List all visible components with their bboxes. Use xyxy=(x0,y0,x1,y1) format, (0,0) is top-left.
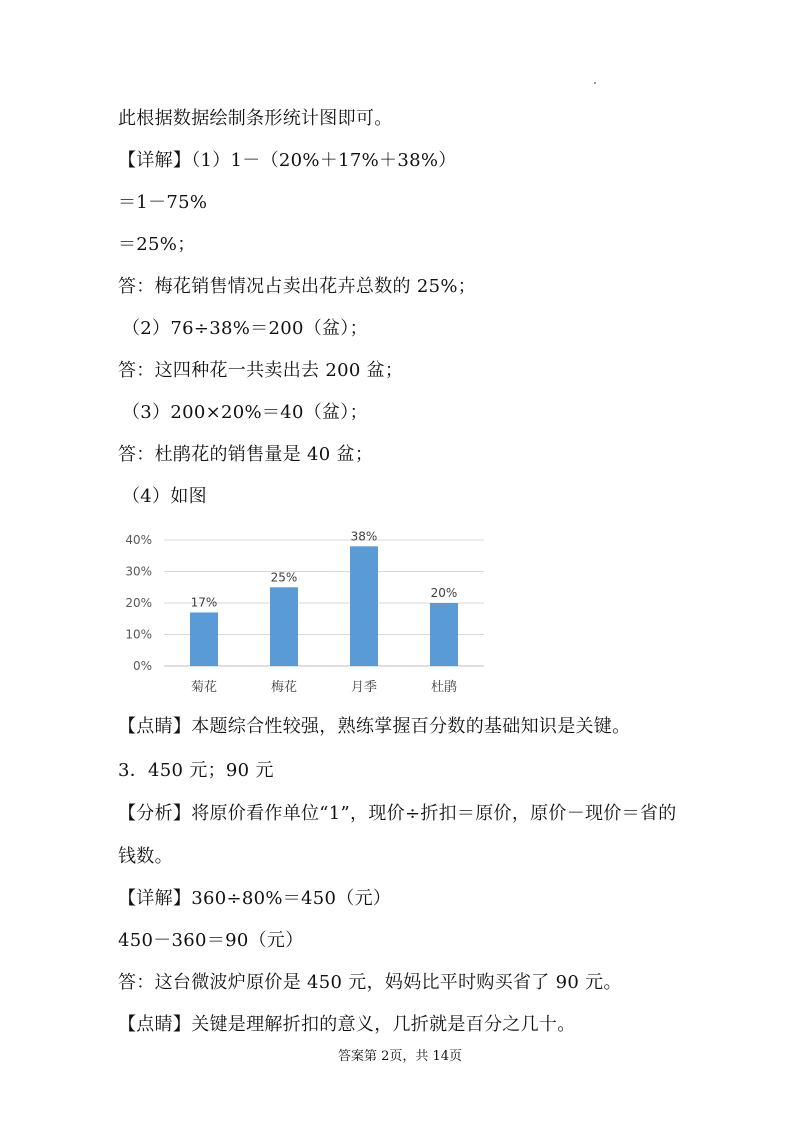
y-tick-label: 40% xyxy=(125,533,152,547)
x-tick-label: 月季 xyxy=(350,680,378,695)
text-line-16: 450－360＝90（元） xyxy=(118,930,304,951)
data-label: 25% xyxy=(270,570,298,585)
x-tick-label: 梅花 xyxy=(270,680,298,695)
bar xyxy=(350,546,378,666)
text-line-7: 答：这四种花一共卖出去 200 盆； xyxy=(118,360,404,381)
data-label: 20% xyxy=(430,586,458,600)
y-tick-label: 10% xyxy=(125,627,152,642)
text-line-14: 钱数。 xyxy=(118,846,173,867)
text-line-18: 【点睛】关键是理解折扣的意义，几折就是百分之几十。 xyxy=(118,1014,576,1035)
text-line-1: 此根据数据绘制条形统计图即可。 xyxy=(118,108,393,129)
y-tick-label: 20% xyxy=(125,596,152,610)
text-line-8: （3）200×20%＝40（盆）； xyxy=(122,402,368,423)
bar xyxy=(190,612,218,666)
bar-chart xyxy=(118,520,490,700)
text-line-17: 答：这台微波炉原价是 450 元，妈妈比平时购买省了 90 元。 xyxy=(118,972,622,993)
data-label: 17% xyxy=(190,595,218,610)
text-line-5: 答：梅花销售情况占卖出花卉总数的 25%； xyxy=(118,276,477,297)
text-line-9: 答：杜鹃花的销售量是 40 盆； xyxy=(118,444,374,465)
text-line-6: （2）76÷38%＝200（盆）； xyxy=(122,318,368,339)
text-line-11: 【点睛】本题综合性较强，熟练掌握百分数的基础知识是关键。 xyxy=(118,716,631,737)
text-line-4: ＝25%； xyxy=(118,234,196,255)
page-footer: 答案第 2页，共 14页 xyxy=(337,1049,463,1064)
x-tick-label: 菊花 xyxy=(190,680,218,695)
y-tick-label: 0% xyxy=(132,659,152,673)
text-line-15: 【详解】360÷80%＝450（元） xyxy=(118,888,392,909)
x-tick-label: 杜鹃 xyxy=(430,680,458,695)
data-label: 38% xyxy=(350,529,378,544)
text-line-13: 【分析】将原价看作单位“1”，现价÷折扣＝原价，原价－现价＝省的 xyxy=(118,803,677,824)
text-line-10: （4）如图 xyxy=(122,486,207,507)
text-line-3: ＝1－75% xyxy=(118,192,208,213)
text-line-12: 3．450 元；90 元 xyxy=(118,760,274,781)
bar xyxy=(270,587,298,666)
text-line-2: 【详解】（1）1－（20%＋17%＋38%） xyxy=(118,150,457,171)
bar xyxy=(430,603,458,666)
y-tick-label: 30% xyxy=(125,564,152,579)
page-dot xyxy=(594,82,596,84)
